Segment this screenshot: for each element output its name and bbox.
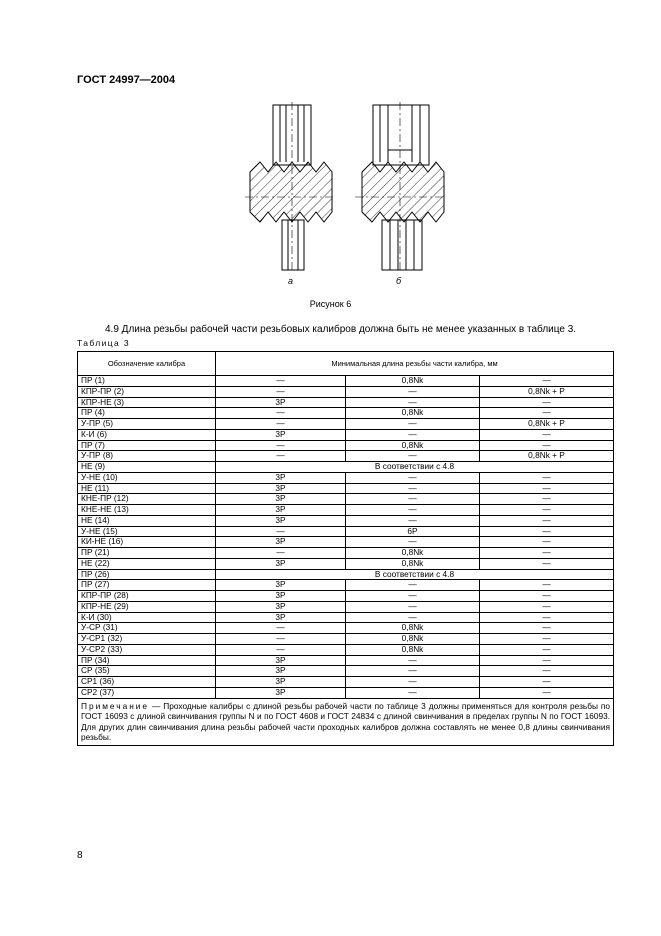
table-cell: — xyxy=(480,505,614,516)
table-cell: ПР (34) xyxy=(78,655,216,666)
table-cell: — xyxy=(480,397,614,408)
table-cell: 3P xyxy=(216,655,346,666)
table-cell: — xyxy=(346,591,480,602)
table-cell: — xyxy=(216,419,346,430)
table-cell: 0,8Nk + P xyxy=(480,386,614,397)
table-cell: — xyxy=(346,612,480,623)
document-header: ГОСТ 24997—2004 xyxy=(77,74,176,86)
table-cell: — xyxy=(216,440,346,451)
table-row xyxy=(78,419,614,430)
table-row xyxy=(78,483,614,494)
table-cell: КНЕ-ПР (12) xyxy=(78,494,216,505)
table-cell: 3P xyxy=(216,483,346,494)
table-cell: У-СР1 (32) xyxy=(78,634,216,645)
table-cell: В соответствии с 4.8 xyxy=(216,569,614,580)
table-cell: — xyxy=(216,548,346,559)
figure-label-b: б xyxy=(396,276,402,286)
table-cell: 3P xyxy=(216,472,346,483)
table-cell: — xyxy=(346,419,480,430)
table-cell: 3P xyxy=(216,677,346,688)
table-row xyxy=(78,677,614,688)
table-cell: НЕ (9) xyxy=(78,462,216,473)
table-cell: К-И (30) xyxy=(78,612,216,623)
table-cell: — xyxy=(480,558,614,569)
table-row xyxy=(78,440,614,451)
table-cell: 3P xyxy=(216,429,346,440)
table-header-row xyxy=(78,352,614,376)
table-cell: — xyxy=(480,655,614,666)
table-cell: У-ПР (5) xyxy=(78,419,216,430)
table-cell: 0,8Nk xyxy=(346,623,480,634)
table-cell: 0,8Nk xyxy=(346,408,480,419)
table-row xyxy=(78,429,614,440)
table-cell: ПР (1) xyxy=(78,376,216,387)
table-cell: — xyxy=(216,376,346,387)
table-cell: — xyxy=(216,526,346,537)
table-cell: — xyxy=(480,483,614,494)
table-cell: СР1 (36) xyxy=(78,677,216,688)
table-cell: НЕ (11) xyxy=(78,483,216,494)
table-cell: 0,8Nk xyxy=(346,558,480,569)
table-row xyxy=(78,644,614,655)
table-cell: 0,8Nk + P xyxy=(480,451,614,462)
table-cell: — xyxy=(346,397,480,408)
table-row xyxy=(78,558,614,569)
table-cell: — xyxy=(480,429,614,440)
figure-caption: Рисунок 6 xyxy=(309,299,352,309)
table-cell: — xyxy=(346,451,480,462)
table-cell: — xyxy=(480,591,614,602)
table-cell: — xyxy=(216,451,346,462)
table-row xyxy=(78,376,614,387)
table-row xyxy=(78,494,614,505)
table-row xyxy=(78,548,614,559)
table-row xyxy=(78,655,614,666)
table-row xyxy=(78,601,614,612)
table-cell: НЕ (22) xyxy=(78,558,216,569)
table-cell: — xyxy=(480,526,614,537)
table-cell: — xyxy=(480,644,614,655)
table-cell: КПР-НЕ (3) xyxy=(78,397,216,408)
table-cell: — xyxy=(216,644,346,655)
table-cell: КНЕ-НЕ (13) xyxy=(78,505,216,516)
table-cell: 3P xyxy=(216,666,346,677)
table-cell: К-И (6) xyxy=(78,429,216,440)
table-row xyxy=(78,397,614,408)
figure-b xyxy=(355,102,445,272)
table-row xyxy=(78,569,614,580)
table-row xyxy=(78,623,614,634)
table-cell: — xyxy=(346,655,480,666)
table-cell: — xyxy=(480,666,614,677)
table-cell: — xyxy=(346,677,480,688)
table-row xyxy=(78,612,614,623)
table-cell: 6P xyxy=(346,526,480,537)
table-cell: СР (35) xyxy=(78,666,216,677)
table-cell: У-НЕ (15) xyxy=(78,526,216,537)
table-cell: — xyxy=(480,515,614,526)
table-cell: — xyxy=(480,687,614,698)
table-cell: 3P xyxy=(216,558,346,569)
table-cell: КПР-ПР (2) xyxy=(78,386,216,397)
table-row xyxy=(78,591,614,602)
table-cell: КПР-ПР (28) xyxy=(78,591,216,602)
table-cell: У-НЕ (10) xyxy=(78,472,216,483)
paragraph-4-9: 4.9 Длина резьбы рабочей части резьбовых калибров должна быть не менее указанных в таблице 3. xyxy=(105,324,577,335)
note-text: — Проходные калибры с длиной резьбы рабочей части по таблице 3 должны применяться для контроля резьбы по ГОСТ 16093 с длиной свинчивания группы N и по ГОСТ 4608 и ГОСТ 24834 с длиной свинчивания в пределах группы N по ГОСТ 16093. Для других длин свинчивания длина резьбы рабочей части проходных калибров должна составлять не менее 0,8 длины свинчивания резьбы. xyxy=(81,700,611,743)
table-cell: 3P xyxy=(216,612,346,623)
table-cell: 0,8Nk xyxy=(346,376,480,387)
table-row xyxy=(78,634,614,645)
table-cell: В соответствии с 4.8 xyxy=(216,462,614,473)
note-label: Примечание xyxy=(81,700,150,711)
table-cell: У-СР2 (33) xyxy=(78,644,216,655)
table-row xyxy=(78,386,614,397)
page-number: 8 xyxy=(77,850,83,861)
table-cell: ПР (26) xyxy=(78,569,216,580)
table-cell: ПР (27) xyxy=(78,580,216,591)
table-cell: ПР (7) xyxy=(78,440,216,451)
table-cell: — xyxy=(346,580,480,591)
header-gauge-designation: Обозначение калибра xyxy=(78,352,216,376)
table-cell: 0,8Nk xyxy=(346,440,480,451)
table-cell: — xyxy=(216,634,346,645)
table-cell: 3P xyxy=(216,687,346,698)
table-cell: КИ-НЕ (16) xyxy=(78,537,216,548)
table-body xyxy=(78,376,614,699)
table-cell: ПР (21) xyxy=(78,548,216,559)
table-cell: — xyxy=(346,515,480,526)
table-label: Таблица 3 xyxy=(77,338,131,348)
table-cell: НЕ (14) xyxy=(78,515,216,526)
table-row xyxy=(78,580,614,591)
table-cell: — xyxy=(480,440,614,451)
table-cell: У-СР (31) xyxy=(78,623,216,634)
table-row xyxy=(78,526,614,537)
table-cell: — xyxy=(346,483,480,494)
table-cell: — xyxy=(346,537,480,548)
table-cell: У-ПР (8) xyxy=(78,451,216,462)
table-cell: — xyxy=(480,634,614,645)
table-cell: 3P xyxy=(216,494,346,505)
table-cell: — xyxy=(216,623,346,634)
table-cell: — xyxy=(480,376,614,387)
table-cell: СР2 (37) xyxy=(78,687,216,698)
table-cell: — xyxy=(480,580,614,591)
table-note-row xyxy=(78,698,614,745)
table-cell: — xyxy=(346,666,480,677)
table-cell: — xyxy=(480,548,614,559)
table-cell: — xyxy=(480,601,614,612)
table-cell: — xyxy=(346,386,480,397)
table-cell: 0,8Nk xyxy=(346,644,480,655)
table-row xyxy=(78,472,614,483)
table-row xyxy=(78,515,614,526)
table-row xyxy=(78,451,614,462)
table-cell: — xyxy=(346,472,480,483)
table-cell: — xyxy=(346,429,480,440)
table-note xyxy=(78,698,614,745)
table-cell: — xyxy=(480,677,614,688)
table-cell: — xyxy=(480,612,614,623)
table-cell: — xyxy=(480,623,614,634)
table-cell: ПР (4) xyxy=(78,408,216,419)
table-row xyxy=(78,408,614,419)
table-cell: КПР-НЕ (29) xyxy=(78,601,216,612)
table-row xyxy=(78,537,614,548)
table-cell: 0,8Nk xyxy=(346,634,480,645)
table-cell: — xyxy=(346,601,480,612)
header-min-thread-length: Минимальная длина резьбы части калибра, мм xyxy=(216,352,614,376)
table-cell: 0,8Nk + P xyxy=(480,419,614,430)
table-cell: — xyxy=(346,505,480,516)
table-cell: — xyxy=(346,494,480,505)
table-cell: 3P xyxy=(216,591,346,602)
figure-a xyxy=(245,102,335,272)
table-cell: 3P xyxy=(216,397,346,408)
table-3 xyxy=(77,351,614,746)
table-row xyxy=(78,462,614,473)
table-cell: — xyxy=(480,537,614,548)
figure-6-drawing xyxy=(240,102,450,292)
table-cell: — xyxy=(216,408,346,419)
table-cell: — xyxy=(346,687,480,698)
table-cell: 3P xyxy=(216,505,346,516)
figure-label-a: а xyxy=(288,276,294,286)
table-row xyxy=(78,666,614,677)
table-cell: — xyxy=(216,386,346,397)
table-cell: — xyxy=(480,472,614,483)
table-cell: — xyxy=(480,408,614,419)
table-cell: 3P xyxy=(216,580,346,591)
table-row xyxy=(78,505,614,516)
table-row xyxy=(78,687,614,698)
table-cell: — xyxy=(480,494,614,505)
table-cell: 3P xyxy=(216,515,346,526)
table-cell: 3P xyxy=(216,537,346,548)
table-cell: 3P xyxy=(216,601,346,612)
table-cell: 0,8Nk xyxy=(346,548,480,559)
